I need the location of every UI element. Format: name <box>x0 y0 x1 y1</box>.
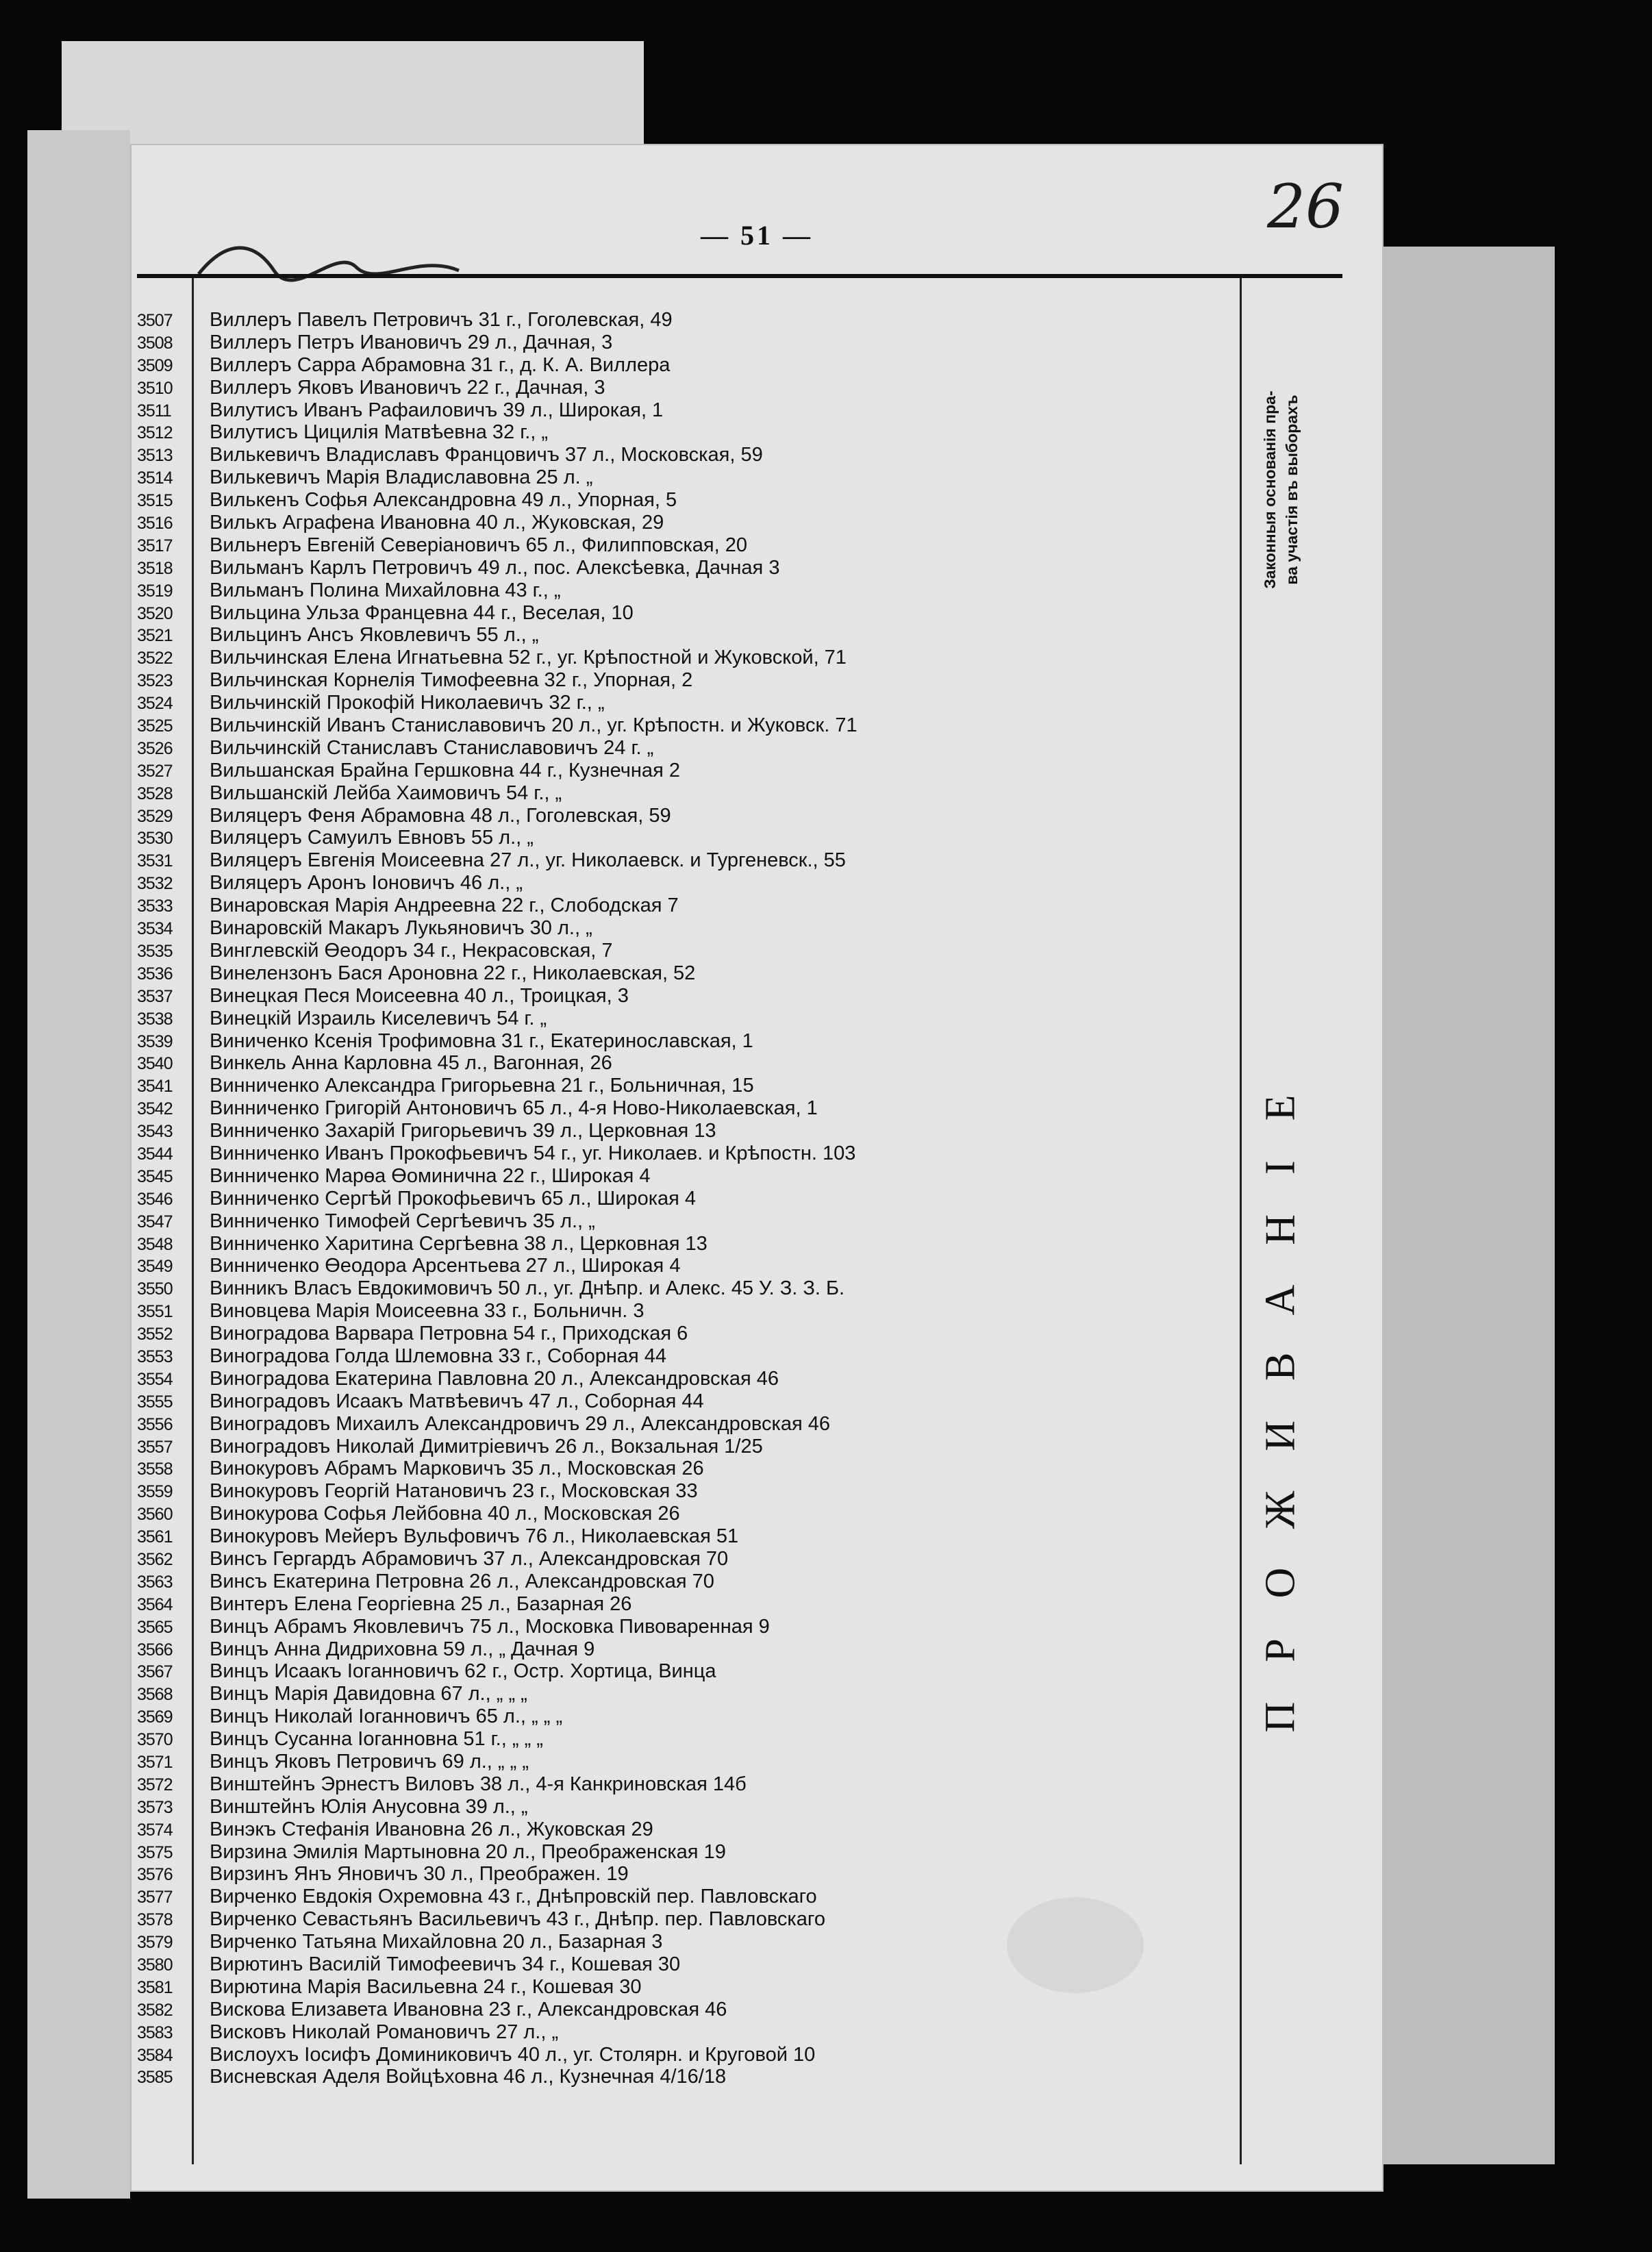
entry-text: Вильманъ Полина Михайловна 43 г., „ <box>210 579 561 601</box>
list-item <box>130 962 1240 984</box>
entry-list <box>130 308 1240 2088</box>
list-item <box>130 488 1240 511</box>
list-item <box>130 331 1240 353</box>
entry-text: Винаровскій Макаръ Лукьяновичъ 30 л., „ <box>210 917 592 940</box>
entry-text: Вильчинскій Прокофій Николаевичъ 32 г., „ <box>210 692 605 714</box>
entry-number: 3582 <box>137 2000 173 2020</box>
header-rule <box>137 274 1342 278</box>
entry-text: Винокурова Софья Лейбовна 40 л., Московская 26 <box>210 1503 680 1525</box>
entry-text: Винцъ Яковъ Петровичъ 69 л., „ „ „ <box>210 1751 529 1773</box>
entry-number: 3539 <box>137 1031 173 1051</box>
entry-text: Винниченко Өеодора Арсентьева 27 л., Широкая 4 <box>210 1255 681 1277</box>
list-item <box>130 736 1240 759</box>
entry-text: Вильцина Ульза Францевна 44 г., Веселая, 10 <box>210 601 634 624</box>
entry-text: Винцъ Николай Іоганновичъ 65 л., „ „ „ <box>210 1705 563 1728</box>
entry-text: Винцъ Сусанна Іоганновна 51 г., „ „ „ <box>210 1728 543 1751</box>
list-item <box>130 916 1240 939</box>
entry-number: 3519 <box>137 581 173 601</box>
list-item <box>130 1750 1240 1773</box>
side-title-text: ПРОЖИВАНІЕ <box>1257 1055 1304 1733</box>
list-item <box>130 1029 1240 1052</box>
entry-number: 3514 <box>137 468 173 488</box>
entry-number: 3526 <box>137 738 173 758</box>
list-item <box>130 1547 1240 1570</box>
list-item <box>130 804 1240 827</box>
back-sheet-right <box>1363 247 1555 2164</box>
list-item <box>130 2043 1240 2066</box>
list-item <box>130 1570 1240 1592</box>
entry-number: 3575 <box>137 1842 173 1862</box>
entry-text: Вилькевичъ Владиславъ Францовичъ 37 л., Московская, 59 <box>210 444 763 466</box>
entry-text: Винниченко Захарій Григорьевичъ 39 л., Церковная 13 <box>210 1120 716 1142</box>
entry-text: Вирченко Евдокія Охремовна 43 г., Днѣпровскій пер. Павловскаго <box>210 1886 817 1908</box>
entry-number: 3545 <box>137 1166 173 1186</box>
list-item <box>130 691 1240 714</box>
list-item <box>130 1412 1240 1435</box>
entry-number: 3569 <box>137 1707 173 1727</box>
list-item <box>130 1907 1240 1930</box>
entry-text: Виллеръ Яковъ Ивановичъ 22 г., Дачная, 3 <box>210 376 605 399</box>
entry-text: Винниченко Марөа Өоминична 22 г., Широкая 4 <box>210 1164 651 1187</box>
entry-text: Виляцеръ Евгенія Моисеевна 27 л., уг. Николаевск. и Тургеневск., 55 <box>210 849 846 872</box>
entry-text: Винкель Анна Карловна 45 л., Вагонная, 26 <box>210 1052 612 1075</box>
entry-text: Вильманъ Карлъ Петровичъ 49 л., пос. Алексѣевка, Дачная 3 <box>210 556 780 579</box>
entry-text: Вильнеръ Евгеній Северіановичъ 65 л., Филипповская, 20 <box>210 534 747 556</box>
entry-text: Виляцеръ Феня Абрамовна 48 л., Гоголевская, 59 <box>210 804 671 827</box>
entry-number: 3576 <box>137 1865 173 1885</box>
entry-number: 3559 <box>137 1482 173 1502</box>
entry-text: Вилькевичъ Марія Владиславовна 25 л. „ <box>210 466 593 489</box>
column-header-line-2: ва участія въ выборахъ <box>1283 395 1301 585</box>
entry-number: 3531 <box>137 851 173 871</box>
list-item <box>130 1299 1240 1322</box>
entry-text: Винниченко Тимофей Сергѣевичъ 35 л., „ <box>210 1210 595 1232</box>
list-item <box>130 353 1240 376</box>
entry-text: Винниченко Иванъ Прокофьевичъ 54 г., уг. Николаев. и Крѣпостн. 103 <box>210 1142 856 1164</box>
list-item <box>130 556 1240 579</box>
entry-text: Вирченко Севастьянъ Васильевичъ 43 г., Днѣпр. пер. Павловскаго <box>210 1908 825 1931</box>
entry-number: 3571 <box>137 1753 173 1772</box>
entry-number: 3520 <box>137 603 173 623</box>
entry-text: Вилутисъ Цицилія Матвѣевна 32 г., „ <box>210 421 549 444</box>
column-header-legal-basis <box>1253 301 1308 678</box>
entry-number: 3518 <box>137 558 173 578</box>
list-item <box>130 443 1240 466</box>
entry-text: Винцъ Анна Дидриховна 59 л., „ Дачная 9 <box>210 1638 595 1660</box>
list-item <box>130 534 1240 556</box>
list-item <box>130 1660 1240 1682</box>
entry-text: Виллеръ Павелъ Петровичъ 31 г., Гоголевская, 49 <box>210 309 673 331</box>
entry-text: Виноградовъ Михаилъ Александровичъ 29 л., Александровская 46 <box>210 1412 830 1435</box>
list-item <box>130 466 1240 488</box>
entry-number: 3583 <box>137 2023 173 2042</box>
entry-number: 3534 <box>137 919 173 939</box>
entry-text: Винцъ Абрамъ Яковлевичъ 75 л., Московка Пивоваренная 9 <box>210 1615 770 1638</box>
list-item <box>130 1502 1240 1525</box>
entry-text: Вильшанская Брайна Гершковна 44 г., Кузнечная 2 <box>210 759 680 781</box>
entry-text: Винецкая Песя Моисеевна 40 л., Троицкая, 3 <box>210 984 629 1007</box>
entry-number: 3558 <box>137 1460 173 1479</box>
entry-text: Винникъ Власъ Евдокимовичъ 50 л., уг. Днѣпр. и Алекс. 45 У. З. З. Б. <box>210 1277 845 1300</box>
entry-text: Винниченко Сергѣй Прокофьевичъ 65 л., Широкая 4 <box>210 1187 697 1210</box>
entry-number: 3574 <box>137 1820 173 1840</box>
entry-text: Виноградовъ Исаакъ Матвѣевичъ 47 л., Соборная 44 <box>210 1390 704 1412</box>
list-item <box>130 1097 1240 1119</box>
entry-text: Вискова Елизавета Ивановна 23 г., Александровская 46 <box>210 1998 727 2020</box>
entry-number: 3566 <box>137 1640 173 1660</box>
list-item <box>130 1367 1240 1390</box>
entry-number: 3533 <box>137 897 173 916</box>
list-item <box>130 2020 1240 2043</box>
entry-text: Виляцеръ Самуилъ Евновъ 55 л., „ <box>210 827 534 849</box>
entry-number: 3508 <box>137 333 173 353</box>
list-item <box>130 1164 1240 1187</box>
entry-text: Вильшанскій Лейба Хаимовичъ 54 г., „ <box>210 781 562 804</box>
list-item <box>130 714 1240 736</box>
entry-number: 3577 <box>137 1888 173 1907</box>
entry-text: Вильчинская Корнелія Тимофеевна 32 г., Упорная, 2 <box>210 669 693 692</box>
list-item <box>130 1592 1240 1615</box>
list-item <box>130 759 1240 781</box>
list-item <box>130 1682 1240 1705</box>
list-item <box>130 1435 1240 1457</box>
entry-text: Винниченко Григорій Антоновичъ 65 л., 4-я Ново-Николаевская, 1 <box>210 1097 818 1120</box>
list-item <box>130 1953 1240 1975</box>
entry-number: 3573 <box>137 1797 173 1817</box>
entry-number: 3560 <box>137 1505 173 1525</box>
entry-text: Винцъ Марія Давидовна 67 л., „ „ „ <box>210 1683 527 1705</box>
entry-number: 3555 <box>137 1392 173 1412</box>
entry-number: 3565 <box>137 1617 173 1637</box>
list-item <box>130 1705 1240 1727</box>
entry-text: Винелензонъ Бася Ароновна 22 г., Николаевская, 52 <box>210 962 696 984</box>
entry-text: Вирютинъ Василій Тимофеевичъ 34 г., Кошевая 30 <box>210 1953 681 1976</box>
entry-number: 3521 <box>137 626 173 646</box>
entry-number: 3522 <box>137 649 173 668</box>
entry-number: 3549 <box>137 1257 173 1277</box>
entry-number: 3553 <box>137 1347 173 1366</box>
entry-number: 3556 <box>137 1414 173 1434</box>
entry-number: 3542 <box>137 1099 173 1119</box>
list-item <box>130 668 1240 691</box>
entry-number: 3578 <box>137 1910 173 1930</box>
list-item <box>130 376 1240 399</box>
entry-number: 3584 <box>137 2045 173 2065</box>
list-item <box>130 1638 1240 1660</box>
side-title-residence <box>1253 760 1308 2027</box>
entry-number: 3529 <box>137 806 173 826</box>
entry-text: Вильчинскій Станиславъ Станиславовичъ 24 г. „ <box>210 736 654 759</box>
entry-text: Виноградовъ Николай Димитріевичъ 26 л., Вокзальная 1/25 <box>210 1435 763 1457</box>
list-item <box>130 2065 1240 2088</box>
entry-number: 3541 <box>137 1077 173 1097</box>
entry-text: Винэкъ Стефанія Ивановна 26 л., Жуковская 29 <box>210 1818 653 1840</box>
entry-number: 3552 <box>137 1325 173 1344</box>
list-item <box>130 1615 1240 1638</box>
entry-text: Вирютина Марія Васильевна 24 г., Кошевая 30 <box>210 1975 642 1998</box>
list-item <box>130 1457 1240 1479</box>
list-item <box>130 1051 1240 1074</box>
list-item <box>130 623 1240 646</box>
list-item <box>130 646 1240 668</box>
list-item <box>130 1210 1240 1232</box>
list-item <box>130 1277 1240 1299</box>
list-item <box>130 1232 1240 1255</box>
list-item <box>130 1187 1240 1210</box>
entry-text: Виллеръ Петръ Ивановичъ 29 л., Дачная, 3 <box>210 331 613 353</box>
entry-text: Висковъ Николай Романовичъ 27 л., „ <box>210 2020 559 2043</box>
entry-text: Винниченко Александра Григорьевна 21 г., Больничная, 15 <box>210 1075 754 1097</box>
entry-text: Вильчинская Елена Игнатьевна 52 г., уг. Крѣпостной и Жуковской, 71 <box>210 647 847 669</box>
list-item <box>130 781 1240 804</box>
entry-number: 3536 <box>137 964 173 984</box>
entry-number: 3572 <box>137 1775 173 1794</box>
corner-handwritten-number: 26 <box>1267 171 1344 242</box>
entry-number: 3535 <box>137 941 173 961</box>
entry-text: Винокуровъ Абрамъ Марковичъ 35 л., Московская 26 <box>210 1457 704 1480</box>
entry-number: 3568 <box>137 1685 173 1705</box>
entry-text: Винцъ Исаакъ Іоганновичъ 62 г., Остр. Хортица, Винца <box>210 1660 716 1683</box>
entry-text: Вирзина Эмилія Мартыновна 20 л., Преображенская 19 <box>210 1840 726 1863</box>
list-item <box>130 1727 1240 1750</box>
list-item <box>130 1862 1240 1885</box>
entry-number: 3512 <box>137 423 173 443</box>
entry-text: Виниченко Ксенія Трофимовна 31 г., Екатеринославская, 1 <box>210 1029 753 1052</box>
entry-text: Вирченко Татьяна Михайловна 20 л., Базарная 3 <box>210 1931 663 1953</box>
list-item <box>130 871 1240 894</box>
list-item <box>130 939 1240 962</box>
entry-number: 3561 <box>137 1527 173 1547</box>
entry-number: 3525 <box>137 716 173 736</box>
entry-number: 3544 <box>137 1144 173 1164</box>
entry-text: Винниченко Харитина Сергѣевна 38 л., Церковная 13 <box>210 1232 708 1255</box>
entry-text: Виляцеръ Аронъ Іоновичъ 46 л., „ <box>210 872 523 894</box>
list-item <box>130 1525 1240 1547</box>
entry-text: Винокуровъ Георгій Натановичъ 23 г., Московская 33 <box>210 1480 698 1503</box>
list-item <box>130 1840 1240 1863</box>
entry-number: 3543 <box>137 1122 173 1142</box>
entry-text: Виновцева Марія Моисеевна 33 г., Больничн. 3 <box>210 1300 644 1323</box>
entry-number: 3564 <box>137 1594 173 1614</box>
entry-number: 3532 <box>137 874 173 894</box>
entry-number: 3517 <box>137 536 173 555</box>
list-item <box>130 1479 1240 1502</box>
entry-number: 3551 <box>137 1302 173 1322</box>
entry-number: 3557 <box>137 1437 173 1457</box>
entry-text: Винсъ Екатерина Петровна 26 л., Александровская 70 <box>210 1570 714 1592</box>
side-column-rule <box>1240 278 1242 2164</box>
entry-number: 3510 <box>137 378 173 398</box>
list-item <box>130 849 1240 871</box>
entry-number: 3507 <box>137 311 173 330</box>
list-item <box>130 1344 1240 1367</box>
entry-text: Винсъ Гергардъ Абрамовичъ 37 л., Александровская 70 <box>210 1547 729 1570</box>
entry-text: Винтеръ Елена Георгіевна 25 л., Базарная 26 <box>210 1592 632 1615</box>
list-item <box>130 826 1240 849</box>
list-item <box>130 308 1240 331</box>
list-item <box>130 1773 1240 1795</box>
list-item <box>130 1074 1240 1097</box>
entry-text: Виноградова Варвара Петровна 54 г., Приходская 6 <box>210 1323 688 1345</box>
list-item <box>130 511 1240 534</box>
entry-text: Висневская Аделя Войцѣховна 46 л., Кузнечная 4/16/18 <box>210 2066 727 2088</box>
list-item <box>130 1007 1240 1029</box>
list-item <box>130 1795 1240 1818</box>
entry-number: 3547 <box>137 1212 173 1231</box>
entry-text: Виноградова Голда Шлемовна 33 г., Соборная 44 <box>210 1344 667 1367</box>
back-sheet-left <box>27 130 130 2199</box>
list-item <box>130 1142 1240 1164</box>
entry-text: Винглевскій Өеодоръ 34 г., Некрасовская, 7 <box>210 939 613 962</box>
entry-text: Винаровская Марія Андреевна 22 г., Слободская 7 <box>210 894 679 917</box>
document-page <box>130 144 1384 2192</box>
page-number: — 51 — <box>701 220 813 251</box>
entry-number: 3567 <box>137 1662 173 1682</box>
entry-number: 3527 <box>137 761 173 781</box>
list-item <box>130 1818 1240 1840</box>
list-item <box>130 1390 1240 1412</box>
entry-number: 3528 <box>137 784 173 803</box>
list-item <box>130 579 1240 601</box>
entry-number: 3513 <box>137 446 173 466</box>
entry-number: 3509 <box>137 355 173 375</box>
list-item <box>130 399 1240 421</box>
entry-number: 3537 <box>137 986 173 1006</box>
entry-number: 3523 <box>137 671 173 691</box>
entry-number: 3516 <box>137 514 173 534</box>
entry-text: Винокуровъ Мейеръ Вульфовичъ 76 л., Николаевская 51 <box>210 1525 739 1548</box>
list-item <box>130 1322 1240 1344</box>
entry-number: 3540 <box>137 1054 173 1074</box>
entry-number: 3579 <box>137 1933 173 1953</box>
entry-text: Вислоухъ Іосифъ Доминиковичъ 40 л., уг. Столярн. и Круговой 10 <box>210 2043 816 2066</box>
list-item <box>130 1998 1240 2020</box>
entry-number: 3581 <box>137 1977 173 1997</box>
entry-text: Виноградова Екатерина Павловна 20 л., Александровская 46 <box>210 1367 779 1390</box>
list-item <box>130 1930 1240 1953</box>
list-item <box>130 894 1240 916</box>
list-item <box>130 984 1240 1007</box>
entry-text: Винецкій Израиль Киселевичъ 54 г. „ <box>210 1007 547 1029</box>
list-item <box>130 1885 1240 1907</box>
list-item <box>130 601 1240 624</box>
list-item <box>130 421 1240 443</box>
entry-number: 3546 <box>137 1189 173 1209</box>
entry-number: 3570 <box>137 1730 173 1750</box>
list-item <box>130 1119 1240 1142</box>
entry-number: 3554 <box>137 1369 173 1389</box>
entry-text: Вильчинскій Иванъ Станиславовичъ 20 л., уг. Крѣпостн. и Жуковск. 71 <box>210 714 858 737</box>
entry-text: Вильцинъ Ансъ Яковлевичъ 55 л., „ <box>210 624 539 647</box>
list-item <box>130 1254 1240 1277</box>
column-header-line-1: Законныя основанія пра- <box>1261 390 1279 589</box>
entry-text: Винштейнъ Эрнестъ Виловъ 38 л., 4-я Канкриновская 14б <box>210 1773 747 1795</box>
entry-number: 3524 <box>137 694 173 714</box>
entry-number: 3563 <box>137 1572 173 1592</box>
entry-text: Виллеръ Сарра Абрамовна 31 г., д. К. А. Виллера <box>210 353 671 376</box>
entry-number: 3538 <box>137 1009 173 1029</box>
entry-number: 3562 <box>137 1549 173 1569</box>
entry-text: Вилутисъ Иванъ Рафаиловичъ 39 л., Широкая, 1 <box>210 399 664 421</box>
entry-text: Вилькъ Аграфена Ивановна 40 л., Жуковская, 29 <box>210 512 664 534</box>
list-item <box>130 1975 1240 1998</box>
entry-number: 3515 <box>137 491 173 511</box>
entry-number: 3580 <box>137 1955 173 1975</box>
entry-number: 3511 <box>137 401 171 421</box>
entry-text: Вилькенъ Софья Александровна 49 л., Упорная, 5 <box>210 489 677 512</box>
entry-text: Вирзинъ Янъ Яновичъ 30 л., Преображен. 19 <box>210 1863 629 1886</box>
entry-number: 3585 <box>137 2068 173 2088</box>
entry-number: 3530 <box>137 829 173 849</box>
entry-number: 3548 <box>137 1234 173 1254</box>
entry-number: 3550 <box>137 1279 173 1299</box>
entry-text: Винштейнъ Юлія Анусовна 39 л., „ <box>210 1795 528 1818</box>
